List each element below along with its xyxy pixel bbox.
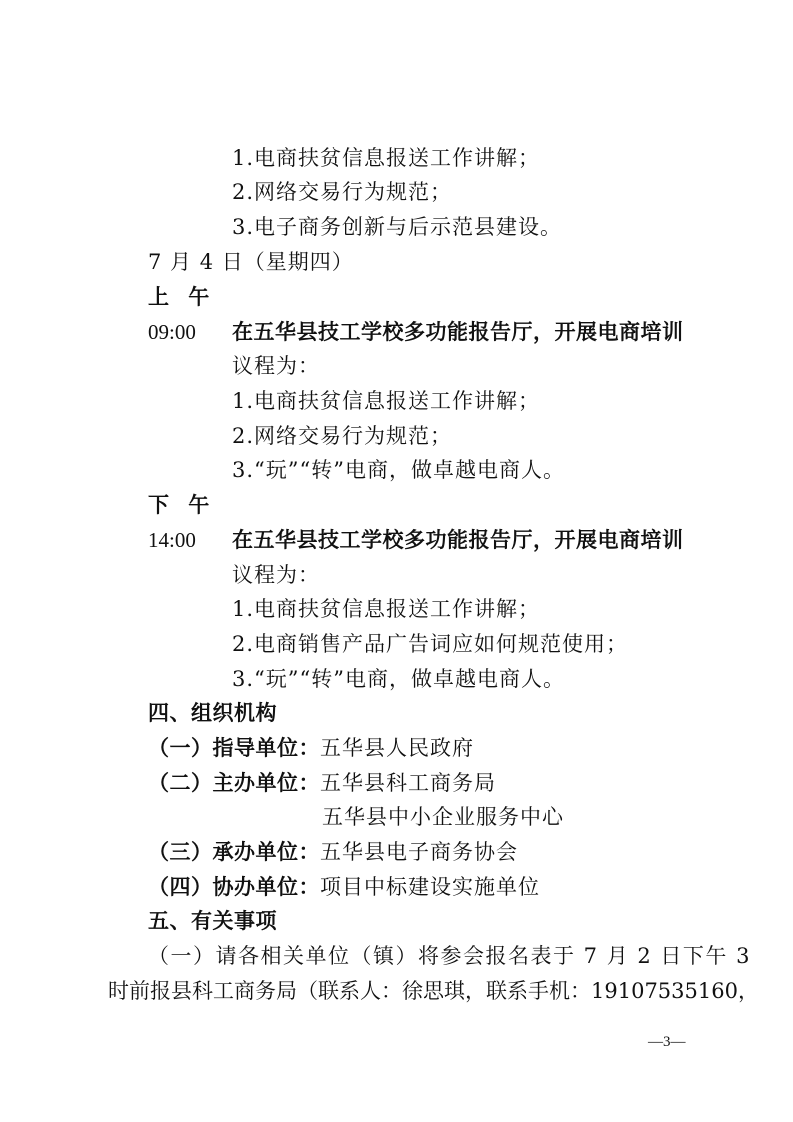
- day-heading: 7 月 4 日（星期四）: [148, 250, 354, 274]
- morning-event: 在五华县技工学校多功能报告厅，开展电商培训: [232, 320, 684, 344]
- org-label-guide: （一）指导单位：: [148, 736, 320, 760]
- morning-agenda-item-1: 1.电商扶贫信息报送工作讲解；: [232, 389, 541, 413]
- morning-agenda-item-3: 3.“玩”“转”电商，做卓越电商人。: [232, 458, 565, 482]
- org-value-host: 五华县科工商务局: [320, 771, 496, 795]
- org-row-organizer: [148, 837, 518, 867]
- org-value-coorganizer: 项目中标建设实施单位: [320, 875, 540, 899]
- afternoon-agenda-intro: 议程为：: [232, 563, 320, 587]
- page-number: —3—: [648, 1034, 686, 1050]
- afternoon-event: 在五华县技工学校多功能报告厅，开展电商培训: [232, 528, 684, 552]
- afternoon-agenda-item-3: 3.“玩”“转”电商，做卓越电商人。: [232, 667, 565, 691]
- afternoon-agenda-item-1: 1.电商扶贫信息报送工作讲解；: [232, 597, 541, 621]
- morning-label: 上 午: [148, 285, 216, 309]
- afternoon-label: 下 午: [148, 493, 216, 517]
- agenda-item-1: 1.电商扶贫信息报送工作讲解；: [232, 146, 541, 170]
- org-value-organizer: 五华县电子商务协会: [320, 840, 518, 864]
- org-row-host-2: [322, 802, 564, 832]
- org-row-host: [148, 768, 496, 798]
- section4-heading: 四、组织机构: [148, 701, 277, 725]
- section5-paragraph-line1: （一）请各相关单位（镇）将参会报名表于 7 月 2 日下午 3: [148, 944, 751, 968]
- section5-paragraph-line2: 时前报县科工商务局（联系人：徐思琪，联系手机：19107535160，: [108, 979, 759, 1003]
- org-label-coorganizer: （四）协办单位：: [148, 875, 320, 899]
- org-value-host-2: 五华县中小企业服务中心: [322, 805, 564, 829]
- morning-time: 09:00: [148, 320, 196, 344]
- org-row-coorganizer: [148, 872, 540, 902]
- morning-agenda-item-2: 2.网络交易行为规范；: [232, 424, 453, 448]
- morning-agenda-intro: 议程为：: [232, 354, 320, 378]
- section5-heading: 五、有关事项: [148, 909, 277, 933]
- agenda-item-2: 2.网络交易行为规范；: [232, 180, 453, 204]
- agenda-item-3: 3.电子商务创新与后示范县建设。: [232, 215, 563, 239]
- afternoon-agenda-item-2: 2.电商销售产品广告词应如何规范使用；: [232, 632, 629, 656]
- org-label-organizer: （三）承办单位：: [148, 840, 320, 864]
- afternoon-time: 14:00: [148, 528, 196, 552]
- org-value-guide: 五华县人民政府: [320, 736, 474, 760]
- org-label-host: （二）主办单位：: [148, 771, 320, 795]
- org-row-guide: [148, 733, 474, 763]
